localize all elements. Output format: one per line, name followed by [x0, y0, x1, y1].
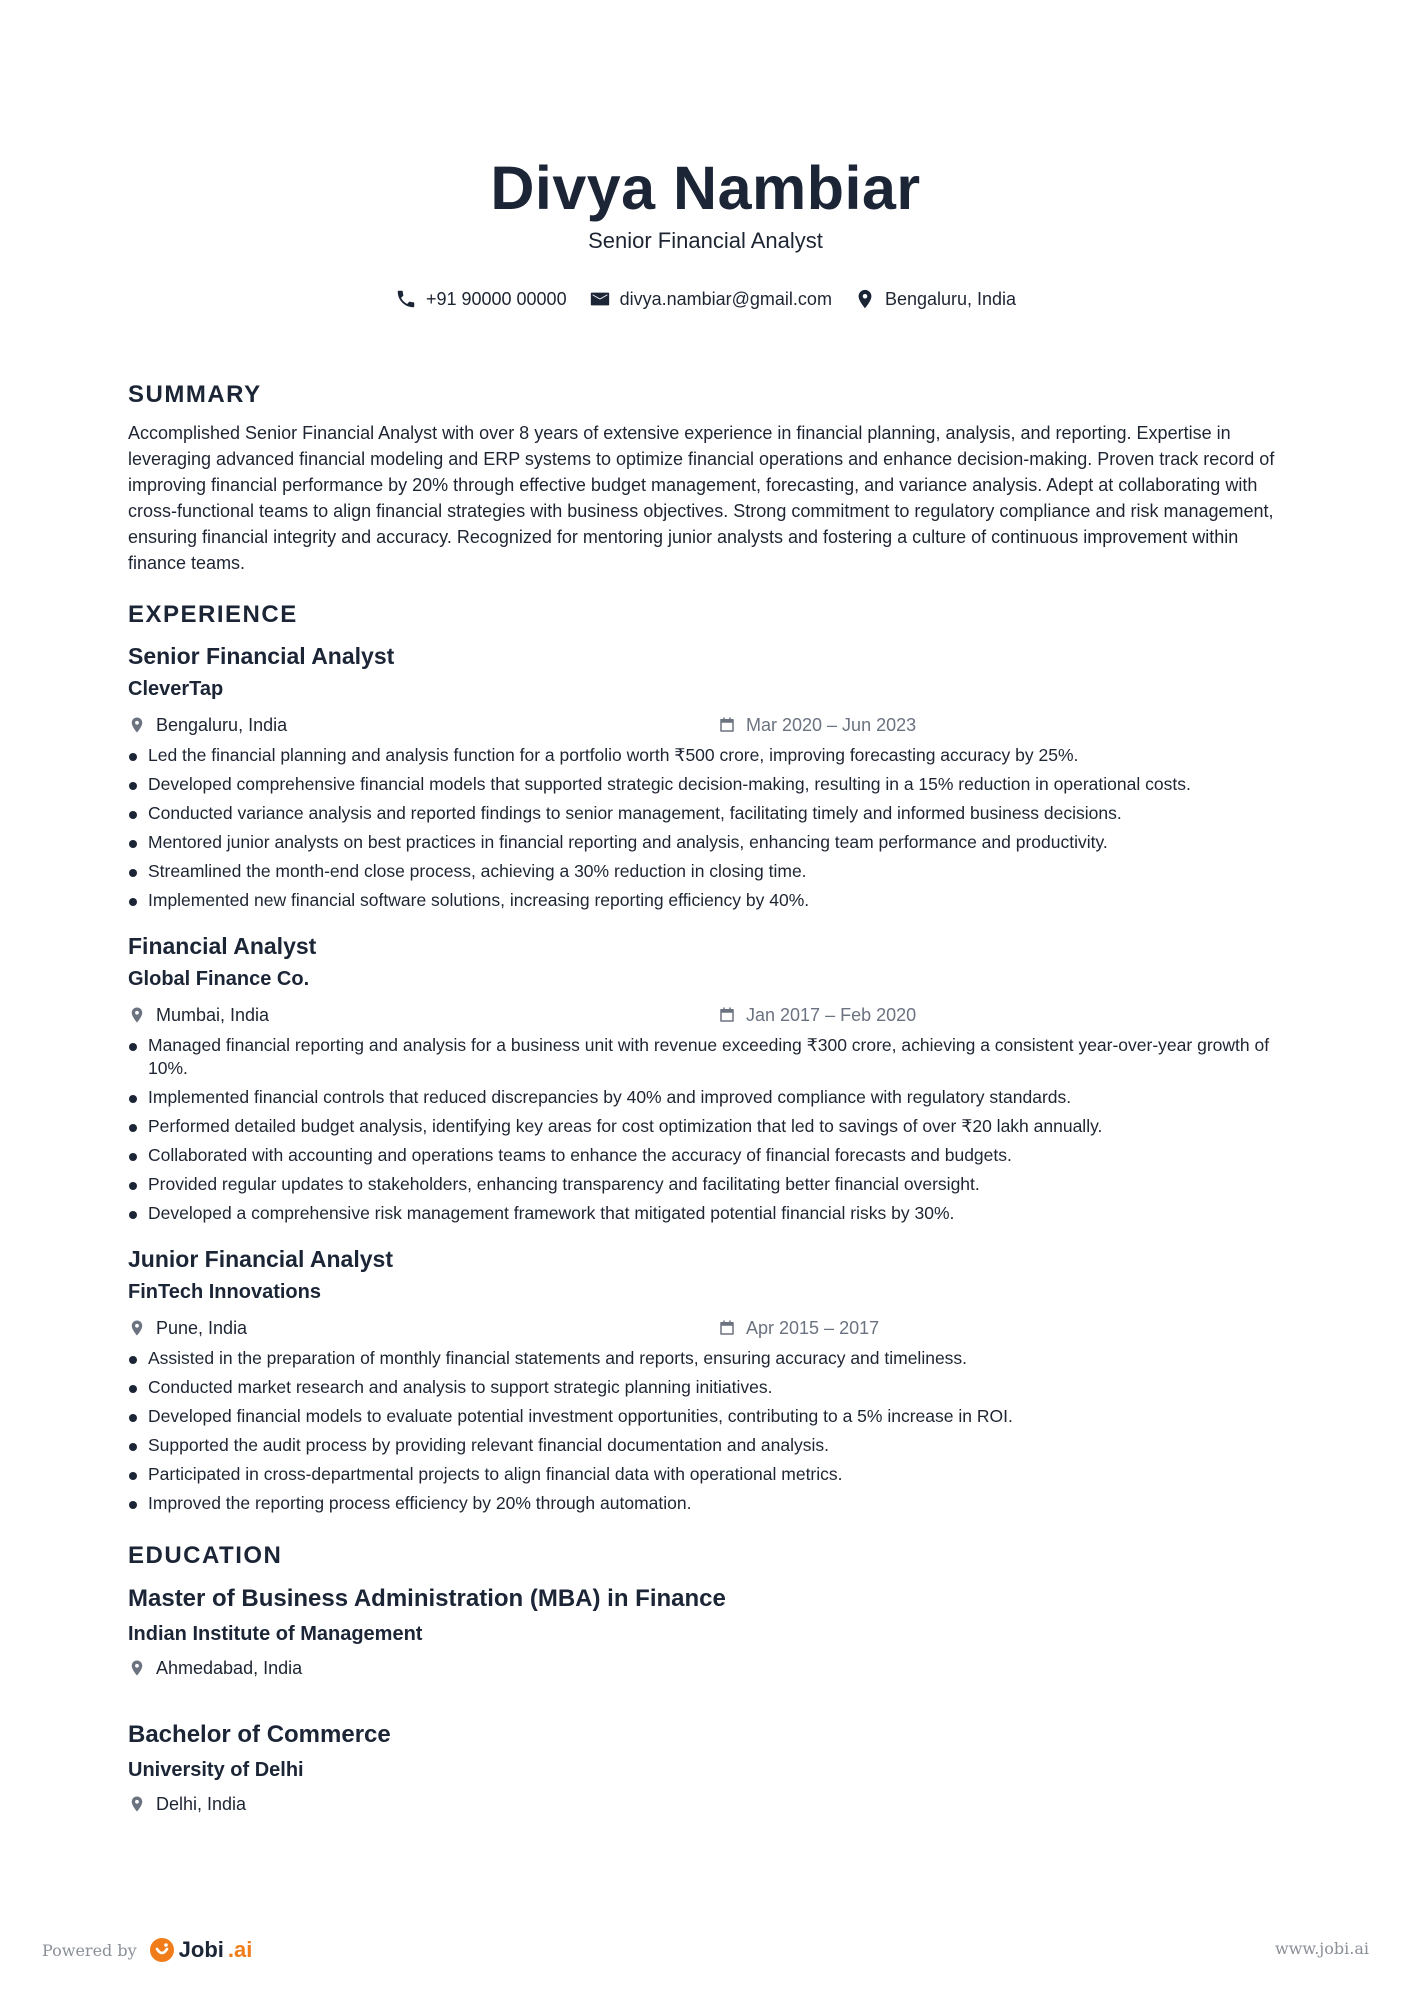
contact-phone[interactable]	[395, 288, 567, 310]
job-dates	[718, 712, 916, 738]
job-location-text: Mumbai, India	[156, 1005, 270, 1025]
location-pin-icon	[128, 716, 146, 734]
job-dates	[718, 1315, 879, 1341]
summary-text: Accomplished Senior Financial Analyst with over 8 years of extensive experience in financial planning, analysis, and reporting. Expertise in leveraging advanced financial modeling and ERP systems to optimize financial operations and enhance decision-making. Proven track record of improving financial performance by 20% through effective budget management, forecasting, and variance analysis. Adept at collaborating with cross-functional teams to align financial strategies with business objectives. Strong commitment to regulatory compliance and risk management, ensuring financial integrity and accuracy. Recognized for mentoring junior analysts and fostering a culture of continuous improvement within finance teams.	[128, 423, 1275, 573]
bullet-item: Streamlined the month-end close process, achieving a 30% reduction in closing time.	[128, 860, 1278, 883]
job-company: CleverTap	[128, 678, 224, 700]
bullet-item: Developed comprehensive financial models that supported strategic decision-making, resulting in a 15% reduction in operational costs.	[128, 773, 1278, 796]
calendar-icon	[718, 1319, 736, 1337]
education-location	[128, 1791, 1278, 1817]
job-dates-text: Mar 2020 – Jun 2023	[746, 715, 917, 735]
bullet-item: Performed detailed budget analysis, identifying key areas for cost optimization that led to savings of over ₹20 lakh annually.	[128, 1115, 1278, 1138]
contact-row	[0, 288, 1411, 310]
job-location-text: Pune, India	[156, 1318, 248, 1338]
job-meta	[128, 712, 1278, 738]
jobi-brand-suffix: .ai	[227, 1937, 253, 1962]
bullet-item: Implemented financial controls that reduced discrepancies by 40% and improved compliance with regulatory standards.	[128, 1086, 1278, 1109]
bullet-item: Mentored junior analysts on best practices in financial reporting and analysis, enhancing team performance and productivity.	[128, 831, 1278, 854]
bullet-item: Collaborated with accounting and operations teams to enhance the accuracy of financial forecasts and budgets.	[128, 1144, 1278, 1167]
bullet-item: Developed financial models to evaluate potential investment opportunities, contributing to a 5% increase in ROI.	[128, 1405, 1278, 1428]
education-school: University of Delhi	[128, 1759, 304, 1781]
job-dates-text: Apr 2015 – 2017	[746, 1318, 880, 1338]
job-meta	[128, 1002, 1278, 1028]
education-entry	[128, 1719, 1278, 1817]
summary-heading: SUMMARY	[128, 381, 262, 408]
education-school: Indian Institute of Management	[128, 1623, 423, 1645]
location-text: Bengaluru, India	[884, 288, 1017, 309]
bullet-item: Improved the reporting process efficiency by 20% through automation.	[128, 1492, 1278, 1515]
job-title: Senior Financial Analyst	[128, 643, 395, 669]
experience-section	[128, 598, 1278, 1515]
bullet-item: Participated in cross-departmental projects to align financial data with operational metrics.	[128, 1463, 1278, 1486]
bullet-item: Supported the audit process by providing relevant financial documentation and analysis.	[128, 1434, 1278, 1457]
powered-by[interactable]	[42, 1937, 252, 1963]
bullet-item: Conducted variance analysis and reported findings to senior management, facilitating timely and informed business decisions.	[128, 802, 1278, 825]
job-location	[128, 1315, 718, 1341]
bullet-item: Assisted in the preparation of monthly financial statements and reports, ensuring accuracy and timeliness.	[128, 1347, 1278, 1370]
job-title: Junior Financial Analyst	[128, 1246, 393, 1272]
experience-heading: EXPERIENCE	[128, 601, 298, 628]
job-location	[128, 1002, 718, 1028]
job-bullets	[128, 1347, 1278, 1515]
location-pin-icon	[128, 1795, 146, 1813]
website-link[interactable]: www.jobi.ai	[1275, 1939, 1369, 1958]
calendar-icon	[718, 1006, 736, 1024]
job-entry	[128, 640, 1278, 912]
bullet-item: Provided regular updates to stakeholders, enhancing transparency and facilitating better financial oversight.	[128, 1173, 1278, 1196]
bullet-item: Implemented new financial software solutions, increasing reporting efficiency by 40%.	[128, 889, 1278, 912]
contact-email[interactable]	[589, 288, 832, 310]
phone-icon	[395, 288, 417, 310]
education-location-text: Ahmedabad, India	[156, 1658, 303, 1678]
mail-icon	[589, 288, 611, 310]
job-entry	[128, 930, 1278, 1225]
education-location-text: Delhi, India	[156, 1794, 247, 1814]
job-company: FinTech Innovations	[128, 1281, 321, 1303]
job-entry	[128, 1243, 1278, 1515]
education-location	[128, 1655, 1278, 1681]
education-section	[128, 1539, 1278, 1817]
job-title: Financial Analyst	[128, 933, 317, 959]
phone-text: +91 90000 00000	[425, 288, 567, 309]
bullet-item: Led the financial planning and analysis function for a portfolio worth ₹500 crore, improving forecasting accuracy by 25%.	[128, 744, 1278, 767]
education-degree: Master of Business Administration (MBA) in Finance	[128, 1585, 726, 1612]
education-entry	[128, 1583, 1278, 1681]
job-dates	[718, 1002, 916, 1028]
job-bullets	[128, 1034, 1278, 1225]
location-pin-icon	[128, 1319, 146, 1337]
bullet-item: Conducted market research and analysis to support strategic planning initiatives.	[128, 1376, 1278, 1399]
candidate-name: Divya Nambiar	[490, 154, 921, 222]
education-heading: EDUCATION	[128, 1542, 283, 1569]
job-location	[128, 712, 718, 738]
bullet-item: Developed a comprehensive risk management framework that mitigated potential financial risks by 30%.	[128, 1202, 1278, 1225]
contact-location	[854, 288, 1016, 310]
jobi-brand-name: Jobi	[178, 1937, 224, 1962]
email-text: divya.nambiar@gmail.com	[619, 288, 832, 309]
job-company: Global Finance Co.	[128, 968, 310, 990]
location-pin-icon	[128, 1006, 146, 1024]
job-location-text: Bengaluru, India	[156, 715, 288, 735]
job-dates-text: Jan 2017 – Feb 2020	[746, 1005, 917, 1025]
location-pin-icon	[854, 288, 876, 310]
jobi-logo-icon	[149, 1937, 175, 1963]
bullet-item: Managed financial reporting and analysis for a business unit with revenue exceeding ₹300 crore, achieving a consistent year-over-year growth of 10%.	[128, 1034, 1278, 1080]
resume-header	[0, 150, 1411, 256]
job-bullets	[128, 744, 1278, 912]
resume-body	[128, 378, 1278, 1817]
powered-by-label: Powered by	[42, 1940, 137, 1960]
job-meta	[128, 1315, 1278, 1341]
summary-section	[128, 378, 1278, 576]
education-degree: Bachelor of Commerce	[128, 1721, 391, 1748]
jobi-brand	[149, 1937, 253, 1963]
calendar-icon	[718, 716, 736, 734]
candidate-role: Senior Financial Analyst	[588, 228, 823, 253]
location-pin-icon	[128, 1659, 146, 1677]
